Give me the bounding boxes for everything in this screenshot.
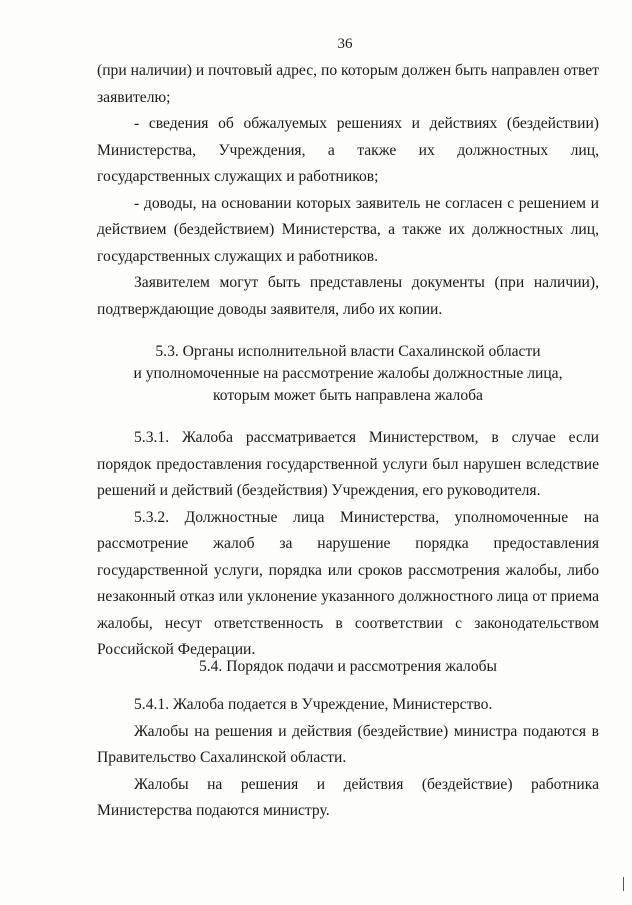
page-number: 36 [337, 36, 353, 52]
heading-5-3-line-1: 5.3. Органы исполнительной власти Сахалинской области [155, 343, 541, 360]
section-heading-5-3 [97, 341, 599, 407]
scan-margin-mark [623, 877, 624, 891]
heading-5-4-line-1: 5.4. Порядок подачи и рассмотрения жалобы [198, 658, 498, 675]
text-block-complaint-contents [97, 58, 599, 323]
paragraph-minister-complaints: Жалобы на решения и действия (бездействие) министра подаются в Правительство Сахалинской области. [97, 722, 599, 766]
paragraph-5-4-1: 5.4.1. Жалоба подается в Учреждение, Министерство. [134, 696, 493, 713]
paragraph-appealed-decisions: - сведения об обжалуемых решениях и действиях (бездействии) Министерства, Учреждения, а также их должностных лиц, государственных служащих и работников; [97, 115, 599, 185]
paragraph-postal-address: (при наличии) и почтовый адрес, по которым должен быть направлен ответ заявителю; [97, 62, 599, 106]
paragraph-arguments: - доводы, на основании которых заявитель не согласен с решением и действием (бездействием) Министерства, а также их должностных лиц, государственных служащих и работников. [97, 194, 599, 265]
paragraph-5-3-1: 5.3.1. Жалоба рассматривается Министерством, в случае если порядок предоставления государственной услуги был нарушен вследствие решений и действий (бездействия) Учреждения, его руководителя. [97, 429, 599, 499]
text-block-section-5-4 [97, 692, 599, 825]
paragraph-5-3-2: 5.3.2. Должностные лица Министерства, уполномоченные на рассмотрение жалоб за нарушение порядка предоставления государственной услуги, порядка или сроков рассмотрения жалобы, либо незаконный отказ или уклонение указанного должностного лица от приема жалобы, несут ответственность в соответствии с законодательством Российской Федерации. [97, 508, 599, 658]
paragraph-supporting-documents: Заявителем могут быть представлены документы (при наличии), подтверждающие доводы заявителя, либо их копии. [97, 274, 599, 318]
text-block-section-5-3 [97, 425, 599, 664]
section-heading-5-4 [97, 656, 599, 678]
paragraph-employee-complaints: Жалобы на решения и действия (бездействие) работника Министерства подаются министру. [97, 775, 599, 819]
heading-5-3-line-2: и уполномоченные на рассмотрение жалобы должностные лица, [133, 365, 563, 382]
heading-5-3-line-3: которым может быть направлена жалоба [213, 387, 483, 404]
